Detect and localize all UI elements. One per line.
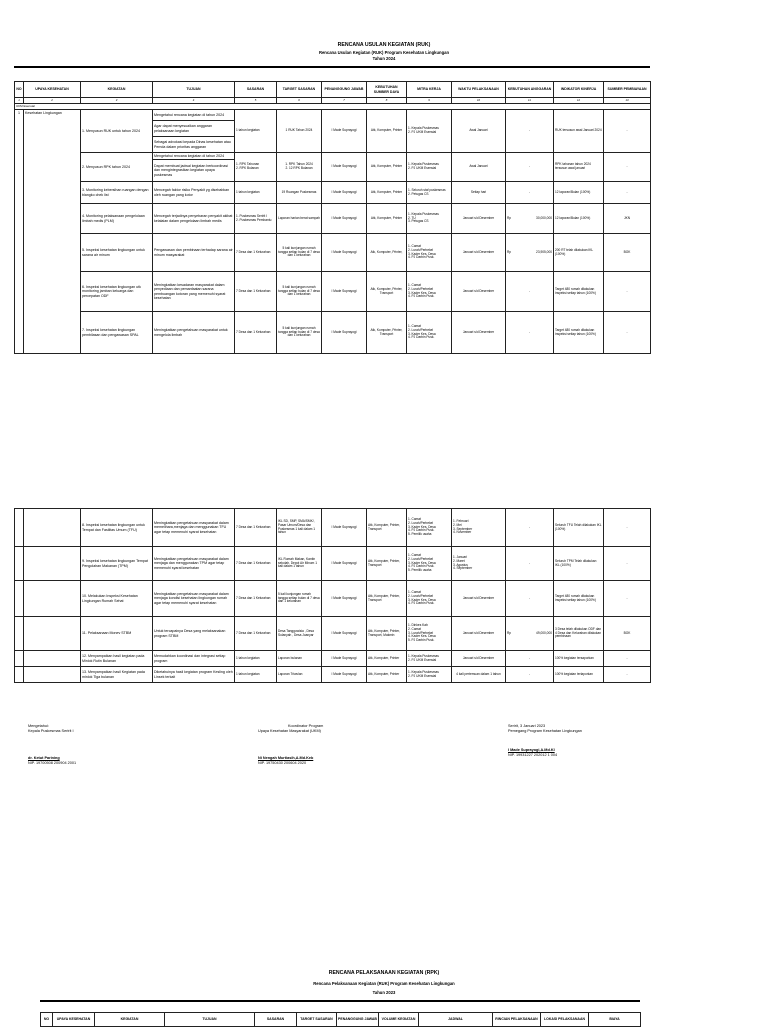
anggaran-value: - (528, 164, 531, 169)
tujuan-cell: Mencegah faktor risiko Penyakit yg disebabkan oleh ruangan yang kotor (153, 182, 235, 204)
row-number (15, 651, 24, 667)
col-header: RINCIAN PELAKSANAAN (493, 1013, 541, 1027)
waktu-cell: Januari s/d Desember (452, 651, 506, 667)
upaya-cell (24, 509, 81, 547)
sasaran-cell: 7 Desa dan 1 Kelurahan (235, 312, 277, 354)
anggaran-value: 30,000,000 (536, 215, 552, 220)
kegiatan-cell: 7. Inspeksi kesehatan lingkungan pembilasan dan pengawasan SPAL (81, 312, 153, 354)
kegiatan-cell: 6. Inspeksi kesehatan lingkungan utk monitoring jamban keluarga dan percepatan ODF (81, 272, 153, 312)
rpk-title: RENCANA PELAKSANAAN KEGIATAN (RPK) (328, 970, 440, 976)
target-cell: 5 kali kunjungan rumah tangga setiap bulan di 7 desa dan 1 kelurahan (277, 234, 322, 272)
row-number (15, 667, 24, 683)
sumber-cell: Atk, Komputer, Printer, Transport (367, 272, 407, 312)
ruk-table (14, 81, 651, 354)
table-row (15, 182, 651, 204)
sumber-cell: Atk, Komputer, Printer (367, 651, 407, 667)
sumber-biaya-cell: - (604, 509, 651, 547)
sig-date: Seririt, 3 Januari 2023 (508, 724, 546, 728)
tujuan-cell: Dapat membuat jadwal kegiatan berkoordinasi dan mengintegrasikan kegiatan upaya puskesmas (153, 160, 235, 182)
waktu-cell: 1. Januari 2. Maret 3. Agustus 4. September (452, 547, 506, 581)
upaya-cell (24, 581, 81, 617)
tujuan-cell: Meningkatkan kesadaran masyarakat dalam penyediaan dan pemanfaatan sarana pembuangan kotoran yang memenuhi syarat kesehatan (153, 272, 235, 312)
sumber-biaya-cell: - (604, 153, 651, 182)
col-header: PENANGGUNG JAWAB (337, 1013, 379, 1027)
anggaran-value: - (528, 595, 531, 600)
col-header: UPAYA KESEHATAN (53, 1013, 95, 1027)
anggaran-value: 49,000,000 (536, 630, 552, 635)
anggaran-value: - (528, 524, 531, 529)
signature-left (28, 724, 228, 766)
mitra-cell: 1. Kepala Puskesmas 2. PJ UKM Esensial (407, 110, 452, 153)
rpk-year: Tahun 2023 (372, 990, 396, 995)
sumber-biaya-cell: - (604, 667, 651, 683)
col-header: KEGIATAN (81, 82, 153, 98)
col-number: 9 (407, 98, 452, 104)
target-cell: Laporan Triwulan (277, 667, 322, 683)
anggaran-value: - (528, 189, 531, 194)
upaya-cell (24, 617, 81, 651)
anggaran-cell (506, 651, 554, 667)
indikator-cell: Seluruh TPM Telah dilakukan IKL (100%) (554, 547, 604, 581)
sasaran-cell: 7 Desa dan 1 Kelurahan (235, 509, 277, 547)
pj-cell: I Made Suprayogi (322, 272, 367, 312)
upaya-cell (24, 547, 81, 581)
col-header: NO (41, 1013, 53, 1027)
anggaran-cell (506, 617, 554, 651)
ruk-subtitle: Rencana Usulan Kegiatan (RUK) Program Kesehatan Lingkungan (318, 50, 450, 55)
col-number: 6 (277, 98, 322, 104)
sumber-biaya-cell: BOK (604, 234, 651, 272)
mitra-cell: 1. Kepala Puskesmas 2. PJ UKM Esensial (407, 651, 452, 667)
sasaran-cell: 1 tahun kegiatan (235, 667, 277, 683)
tujuan-cell: Meningkatkan pengetahuan masyarakat dalam memelihara,menjaga dan menggunakan TFU agar tetap memenuhi syarat kesehatan (153, 509, 235, 547)
mitra-cell: 1. Camat 2. Lurah/Perbekel 3. Kader Kes. Desa 4. PJ Darbin Pusk. (407, 234, 452, 272)
col-header: UPAYA KESEHATAN (24, 82, 81, 98)
col-header: LOKASI PELAKSANAAN (541, 1013, 589, 1027)
anggaran-cell (506, 272, 554, 312)
tujuan-cell: Pengawasan dan pembinaan terhadap sarana air minum masyarakat (153, 234, 235, 272)
indikator-cell: 12 laporan/Bulan (100%) (554, 204, 604, 234)
anggaran-value: - (528, 655, 531, 660)
rpk-table (40, 1012, 641, 1027)
kegiatan-cell: 13. Menyampaikan hasil Kegiatan pada minlok Tiga bulanan (81, 667, 153, 683)
kegiatan-cell: 12. Menyampaikan hasil kegiatan pada Minlok Rutin Bulanan (81, 651, 153, 667)
mitra-cell: 1. Camat 2. Lurah/Perbekel 3. Kader Kes. Desa 4. PJ Darbin Pusk. (407, 272, 452, 312)
sumber-cell: Atk, Komputer, Printer, Transport (367, 312, 407, 354)
sumber-biaya-cell: - (604, 581, 651, 617)
indikator-cell: 3 Desa telah dilakukan ODF dan 4 Desa dan Kelurahan dilakukan pembinaan (554, 617, 604, 651)
mitra-cell: 1. Camat 2. Lurah/Perbekel 3. Kader Kes. Desa 4. PJ Darbin Pusk. (407, 312, 452, 354)
indikator-cell: 200 RT telah dilakukan IKL (100%) (554, 234, 604, 272)
sasaran-cell: 1. RPK Tahunan 2. RPK Bulanan (235, 153, 277, 182)
table-row (15, 110, 651, 121)
waktu-cell: 4 kali pertemuan dalam 1 tahun (452, 667, 506, 683)
kegiatan-cell: 11. Pelaksanaan Monev STBM (81, 617, 153, 651)
row-number: 1 (15, 110, 24, 354)
mitra-cell: 1. Kepala Puskesmas 2. PJ UKM Esensial (407, 667, 452, 683)
indikator-cell: Target 480 rumah dilakukan inspeksi setiap tahun (100%) (554, 312, 604, 354)
pj-cell: I Made Suprayogi (322, 547, 367, 581)
sig-label: Mengetahui: (28, 724, 49, 728)
table-row (15, 234, 651, 272)
col-header: TARGET SASARAN (297, 1013, 337, 1027)
waktu-cell: Januari s/d Desember (452, 272, 506, 312)
sumber-cell: Atk, Komputer, Printer (367, 110, 407, 153)
kegiatan-cell: 10. Melakukan Inspeksi Kesehatan Lingkungan Rumah Sehat (81, 581, 153, 617)
indikator-cell: Target 480 rumah dilakukan inspeksi setiap tahun (100%) (554, 581, 604, 617)
col-header: NO (15, 82, 24, 98)
kegiatan-cell: 2. Menyusun RPK tahun 2024 (81, 153, 153, 182)
sig-nip: NIP. 19750430 200604 2020 (258, 760, 307, 765)
sumber-cell: Atk, Komputer, Printer (367, 667, 407, 683)
sig-nip: NIP. 19931227 202012 1 004 (508, 752, 558, 757)
row-number (15, 547, 24, 581)
anggaran-value: - (528, 329, 531, 334)
pj-cell: I Made Suprayogi (322, 651, 367, 667)
col-header: TARGET SASARAN (277, 82, 322, 98)
rpk-header-row (41, 1013, 641, 1027)
table-row (15, 651, 651, 667)
sig-name: I Made Suprayogi,A.Md.KI (508, 747, 555, 752)
pj-cell: I Made Suprayogi (322, 110, 367, 153)
sig-role: Upaya Kesehatan Masyarakat (UKM) (258, 728, 321, 733)
waktu-cell: Januari s/d Desember (452, 312, 506, 354)
sumber-cell: Atk, Komputer, Printer (367, 182, 407, 204)
signature-right (508, 724, 608, 758)
kegiatan-cell: 3. Monitoring kebersihan ruangan dengan blangko chek list (81, 182, 153, 204)
col-number: 4 (153, 98, 235, 104)
anggaran-value: - (528, 560, 531, 565)
ruk-body-continued (15, 509, 651, 683)
col-number: 7 (322, 98, 367, 104)
indikator-cell: 12 laporan/Bulan (100%) (554, 182, 604, 204)
row-number (15, 509, 24, 547)
table-row (15, 509, 651, 547)
col-number: 8 (367, 98, 407, 104)
upaya-cell: Kesehatan Lingkungan (24, 110, 81, 354)
tujuan-cell: Mengetahui rencana kegiatan di tahun 2024 (153, 153, 235, 160)
ruk-year: Tahun 2024 (372, 56, 396, 61)
anggaran-cell (506, 110, 554, 153)
mitra-cell: 1. Seluruh staf puskesmas 2. Petugas CS (407, 182, 452, 204)
tujuan-cell: Sebagai advokasi kepada Dinas kesehatan atau Pemda dalam prioritas anggaran (153, 137, 235, 153)
col-header: WAKTU PELAKSANAAN (452, 82, 506, 98)
tujuan-cell: Meningkatkan pengetahuan masyarakat dalam menjaga kondisi kesehatan lingkungan rumah agar tetap memenuhi syarat kesehatan (153, 581, 235, 617)
target-cell: 5 kali kunjungan rumah tangga setiap bulan di 7 desa dan 1 kelurahan (277, 581, 322, 617)
anggaran-value: - (528, 128, 531, 133)
indikator-cell: RPK tahunan tahun 2024 tersusun awal januari (554, 153, 604, 182)
col-number: 5 (235, 98, 277, 104)
col-header: INDIKATOR KINERJA (554, 82, 604, 98)
col-header: JADWAL (419, 1013, 493, 1027)
sasaran-cell: 7 Desa dan 1 Kelurahan (235, 581, 277, 617)
waktu-cell: Januari s/d Desember (452, 581, 506, 617)
sasaran-cell: 1 tahun kegiatan (235, 651, 277, 667)
col-number: 10 (452, 98, 506, 104)
target-cell: Laporan harian berat sampah (277, 204, 322, 234)
anggaran-cell (506, 234, 554, 272)
tujuan-cell: Agar dapat menyesuaikan anggaran pelaksanaan kegiatan (153, 121, 235, 137)
col-header: KEGIATAN (95, 1013, 165, 1027)
anggaran-cell (506, 153, 554, 182)
kegiatan-cell: 4. Monitoring pelaksanaan pengelolaan limbah medis (PLM) (81, 204, 153, 234)
table-row (15, 547, 651, 581)
col-header: MITRA KERJA (407, 82, 452, 98)
upaya-cell (24, 651, 81, 667)
sumber-biaya-cell: - (604, 312, 651, 354)
sasaran-cell: 7 Desa dan 1 Kelurahan (235, 234, 277, 272)
tujuan-cell: Mengetahui rencana kegiatan di tahun 2024 (153, 110, 235, 121)
anggaran-cell (506, 667, 554, 683)
col-number: 1 (15, 98, 24, 104)
sumber-biaya-cell: JKN (604, 204, 651, 234)
col-header: SASARAN (255, 1013, 297, 1027)
currency-label: Rp (507, 249, 512, 254)
sasaran-cell: 1 tahun kegiatan (235, 182, 277, 204)
pj-cell: I Made Suprayogi (322, 617, 367, 651)
anggaran-cell (506, 204, 554, 234)
sig-role: Kepala Puskesmas Seririt I (28, 728, 74, 733)
col-header: SUMBER PEMBIAYAAN (604, 82, 651, 98)
section-label: UKM Esensial (15, 104, 651, 110)
ruk-title: RENCANA USULAN KEGIATAN (RUK) (337, 42, 431, 48)
anggaran-value: - (528, 288, 531, 293)
waktu-cell: Januari s/d Desember (452, 204, 506, 234)
mitra-cell: 1. Camat 2. Lurah/Perbekel 3. Kader Kes. Desa 4. PJ Darbin Pusk. (407, 581, 452, 617)
pj-cell: I Made Suprayogi (322, 234, 367, 272)
indikator-cell: 100% kegiatan terlaporkan (554, 667, 604, 683)
table-row (15, 667, 651, 683)
currency-label: Rp (507, 215, 512, 220)
pj-cell: I Made Suprayogi (322, 204, 367, 234)
pj-cell: I Made Suprayogi (322, 153, 367, 182)
ruk-table-continued (14, 508, 651, 683)
target-cell: 1. RPK Tahun 2024 2. 12 RPK Bulanan (277, 153, 322, 182)
title-rule (14, 66, 650, 68)
waktu-cell: Awal Januari (452, 153, 506, 182)
sumber-biaya-cell: - (604, 547, 651, 581)
rpk-subtitle: Rencana Pelaksanaan Kegiatan (RUK) Program Kesehatan Lingkungan (313, 981, 455, 986)
target-cell: IKL SD, SMP, SMA/SMK/, Pasar Umum/Desa dan Puskesmas 1 kali dalam 1 tahun (277, 509, 322, 547)
signature-center (258, 724, 458, 766)
tujuan-cell: Untuk tercapainya Desa yang melaksanakan program STBM (153, 617, 235, 651)
sig-name: Ni Nengah Murtiasih,A.Md.Keb (258, 755, 314, 760)
col-header: SASARAN (235, 82, 277, 98)
col-header: KEBUTUHAN SUMBER DAYA (367, 82, 407, 98)
table-row (15, 204, 651, 234)
waktu-cell: Awal Januari (452, 110, 506, 153)
waktu-cell: 1. Februari 2. Mei 3. September 4. November (452, 509, 506, 547)
pj-cell: I Made Suprayogi (322, 312, 367, 354)
rpk-rule (40, 1000, 640, 1002)
sumber-cell: Atk, Komputer, Printer (367, 153, 407, 182)
upaya-cell (24, 667, 81, 683)
row-number (15, 617, 24, 651)
sumber-biaya-cell: BOK (604, 617, 651, 651)
sumber-cell: Atk, Komputer, Printer, Transport (367, 509, 407, 547)
sumber-cell: Atk, Komputer, Printer, Transport (367, 547, 407, 581)
sasaran-cell: 1 tahun kegiatan (235, 110, 277, 153)
sasaran-cell: 1. Puskesmas Seririt I 2. Puskesmas Pembantu (235, 204, 277, 234)
tujuan-cell: Diketahuinya hasil kegiatan program Kesling oleh Linsek terkait (153, 667, 235, 683)
sumber-cell: Atk, Komputer, Printer, (367, 234, 407, 272)
target-cell: IKL Rumah Makan, Kantin sekolah, Depot Air Minum 1 kali dalam 1 tahun (277, 547, 322, 581)
sumber-cell: Atk, Komputer, Printer, Transport, Makmin (367, 617, 407, 651)
pj-cell: I Made Suprayogi (322, 581, 367, 617)
sasaran-cell: 7 Desa dan 1 Kelurahan (235, 547, 277, 581)
anggaran-cell (506, 182, 554, 204)
target-cell: 5 kali kunjungan rumah tangga setiap bulan di 7 desa dan 1 kelurahan (277, 312, 322, 354)
table-row (15, 617, 651, 651)
waktu-cell: Januari s/d Desember (452, 617, 506, 651)
sumber-biaya-cell: - (604, 110, 651, 153)
col-number: 2 (24, 98, 81, 104)
tujuan-cell: Meningkatkan pengetahuan masyarakat dalam menjaga dan menggunakan TPM agar tetap memenuhi syarat kesehatan (153, 547, 235, 581)
mitra-cell: 1. Dinkes Kab 2. Camat 3. Lurah/Perbekel 4. Kader Kes. Desa 5. PJ Darbin Pusk. (407, 617, 452, 651)
indikator-cell: 100% kegiatan tersaporkan (554, 651, 604, 667)
sumber-cell: Atk, Komputer, Printer, Transport (367, 581, 407, 617)
sig-label: Koordinator Program (288, 724, 324, 728)
sumber-biaya-cell: - (604, 651, 651, 667)
currency-label: Rp (507, 630, 512, 635)
tujuan-cell: Memudahkan koordinasi dan integrasi setiap program (153, 651, 235, 667)
anggaran-cell (506, 509, 554, 547)
tujuan-cell: Mencegah terjadinya penyebaran penyakit akibat kelalaian dalam pengelolaan limbah medis (153, 204, 235, 234)
pj-cell: I Made Suprayogi (322, 182, 367, 204)
indikator-cell: Seluruh TFU Telah dilakukan IKL (100%) (554, 509, 604, 547)
mitra-cell: 1. Camat 2. Lurah/Perbekel 3. Kader Kes. Desa 4. PJ Darbin Pusk. 5. Pemilik usaha (407, 509, 452, 547)
table-row (15, 272, 651, 312)
target-cell: 19 Ruangan Puskesmas (277, 182, 322, 204)
col-header: VOLUME KEGIATAN (379, 1013, 419, 1027)
col-number: 12 (554, 98, 604, 104)
sumber-cell: Atk, Komputer, Printer (367, 204, 407, 234)
target-cell: Laporan bulanan (277, 651, 322, 667)
kegiatan-cell: 9. Inspeksi kesehatan lingkungan Tempat Pengolahan Makanan (TPM) (81, 547, 153, 581)
anggaran-value: - (528, 671, 531, 676)
sumber-biaya-cell: - (604, 182, 651, 204)
col-header: BIAYA (589, 1013, 641, 1027)
col-number: 3 (81, 98, 153, 104)
mitra-cell: 1. Kepala Puskesmas 2. PJ UKM Esensial (407, 153, 452, 182)
target-cell: Desa Tangguwisia , Desa Sulanyah , Desa Joanyar (277, 617, 322, 651)
sig-name: dr. Ketut Parining (28, 755, 60, 760)
ruk-body (15, 104, 651, 354)
waktu-cell: Januari s/d Desember (452, 234, 506, 272)
mitra-cell: 1. Kepala Puskesmas 2. TU 3. Petugas CS (407, 204, 452, 234)
tujuan-cell: Meningkatkan pengetahuan masyarakat untuk mengelola limbah (153, 312, 235, 354)
sig-role: Pemegang Program Kesehatan Lingkungan (508, 728, 582, 733)
pj-cell: I Made Suprayogi (322, 509, 367, 547)
table-row (15, 312, 651, 354)
col-header: TUJUAN (153, 82, 235, 98)
row-number (15, 581, 24, 617)
col-number: 13 (604, 98, 651, 104)
pj-cell: I Made Suprayogi (322, 667, 367, 683)
sasaran-cell: 7 Desa dan 1 Kelurahan (235, 617, 277, 651)
anggaran-cell (506, 547, 554, 581)
col-number: 11 (506, 98, 554, 104)
anggaran-cell (506, 581, 554, 617)
anggaran-cell (506, 312, 554, 354)
target-cell: 5 kali kunjungan rumah tangga setiap bulan di 7 desa dan 1 kelurahan (277, 272, 322, 312)
waktu-cell: Setiap hari (452, 182, 506, 204)
mitra-cell: 1. Camat 2. Lurah/Perbekel 3. Kader Kes. Desa 4. PJ Darbin Pusk. 5. Pemilik usaha (407, 547, 452, 581)
target-cell: 1 RUK Tahun 2024 (277, 110, 322, 153)
kegiatan-cell: 8. Inspeksi kesehatan lingkungan untuk Tempat dan Fasilitas Umum (TFU) (81, 509, 153, 547)
kegiatan-cell: 5. Inspeksi kesehatan lingkungan untuk sarana air minum (81, 234, 153, 272)
ruk-header-row (15, 82, 651, 98)
sumber-biaya-cell: - (604, 272, 651, 312)
kegiatan-cell: 1. Menyusun RUK untuk tahun 2024 (81, 110, 153, 153)
indikator-cell: RUK tersusun awal Januari 2024 (554, 110, 604, 153)
col-header: KEBUTUHAN ANGGARAN (506, 82, 554, 98)
anggaran-value: 23,905,000 (536, 249, 552, 254)
sasaran-cell: 7 Desa dan 1 Kelurahan (235, 272, 277, 312)
col-header: TUJUAN (165, 1013, 255, 1027)
table-row (15, 153, 651, 160)
indikator-cell: Target 480 rumah dilakukan inspeksi setiap tahun (100%) (554, 272, 604, 312)
col-header: PENANGGUNG JAWAB (322, 82, 367, 98)
table-row (15, 581, 651, 617)
sig-nip: NIP. 19700508 200904 2001 (28, 760, 77, 765)
